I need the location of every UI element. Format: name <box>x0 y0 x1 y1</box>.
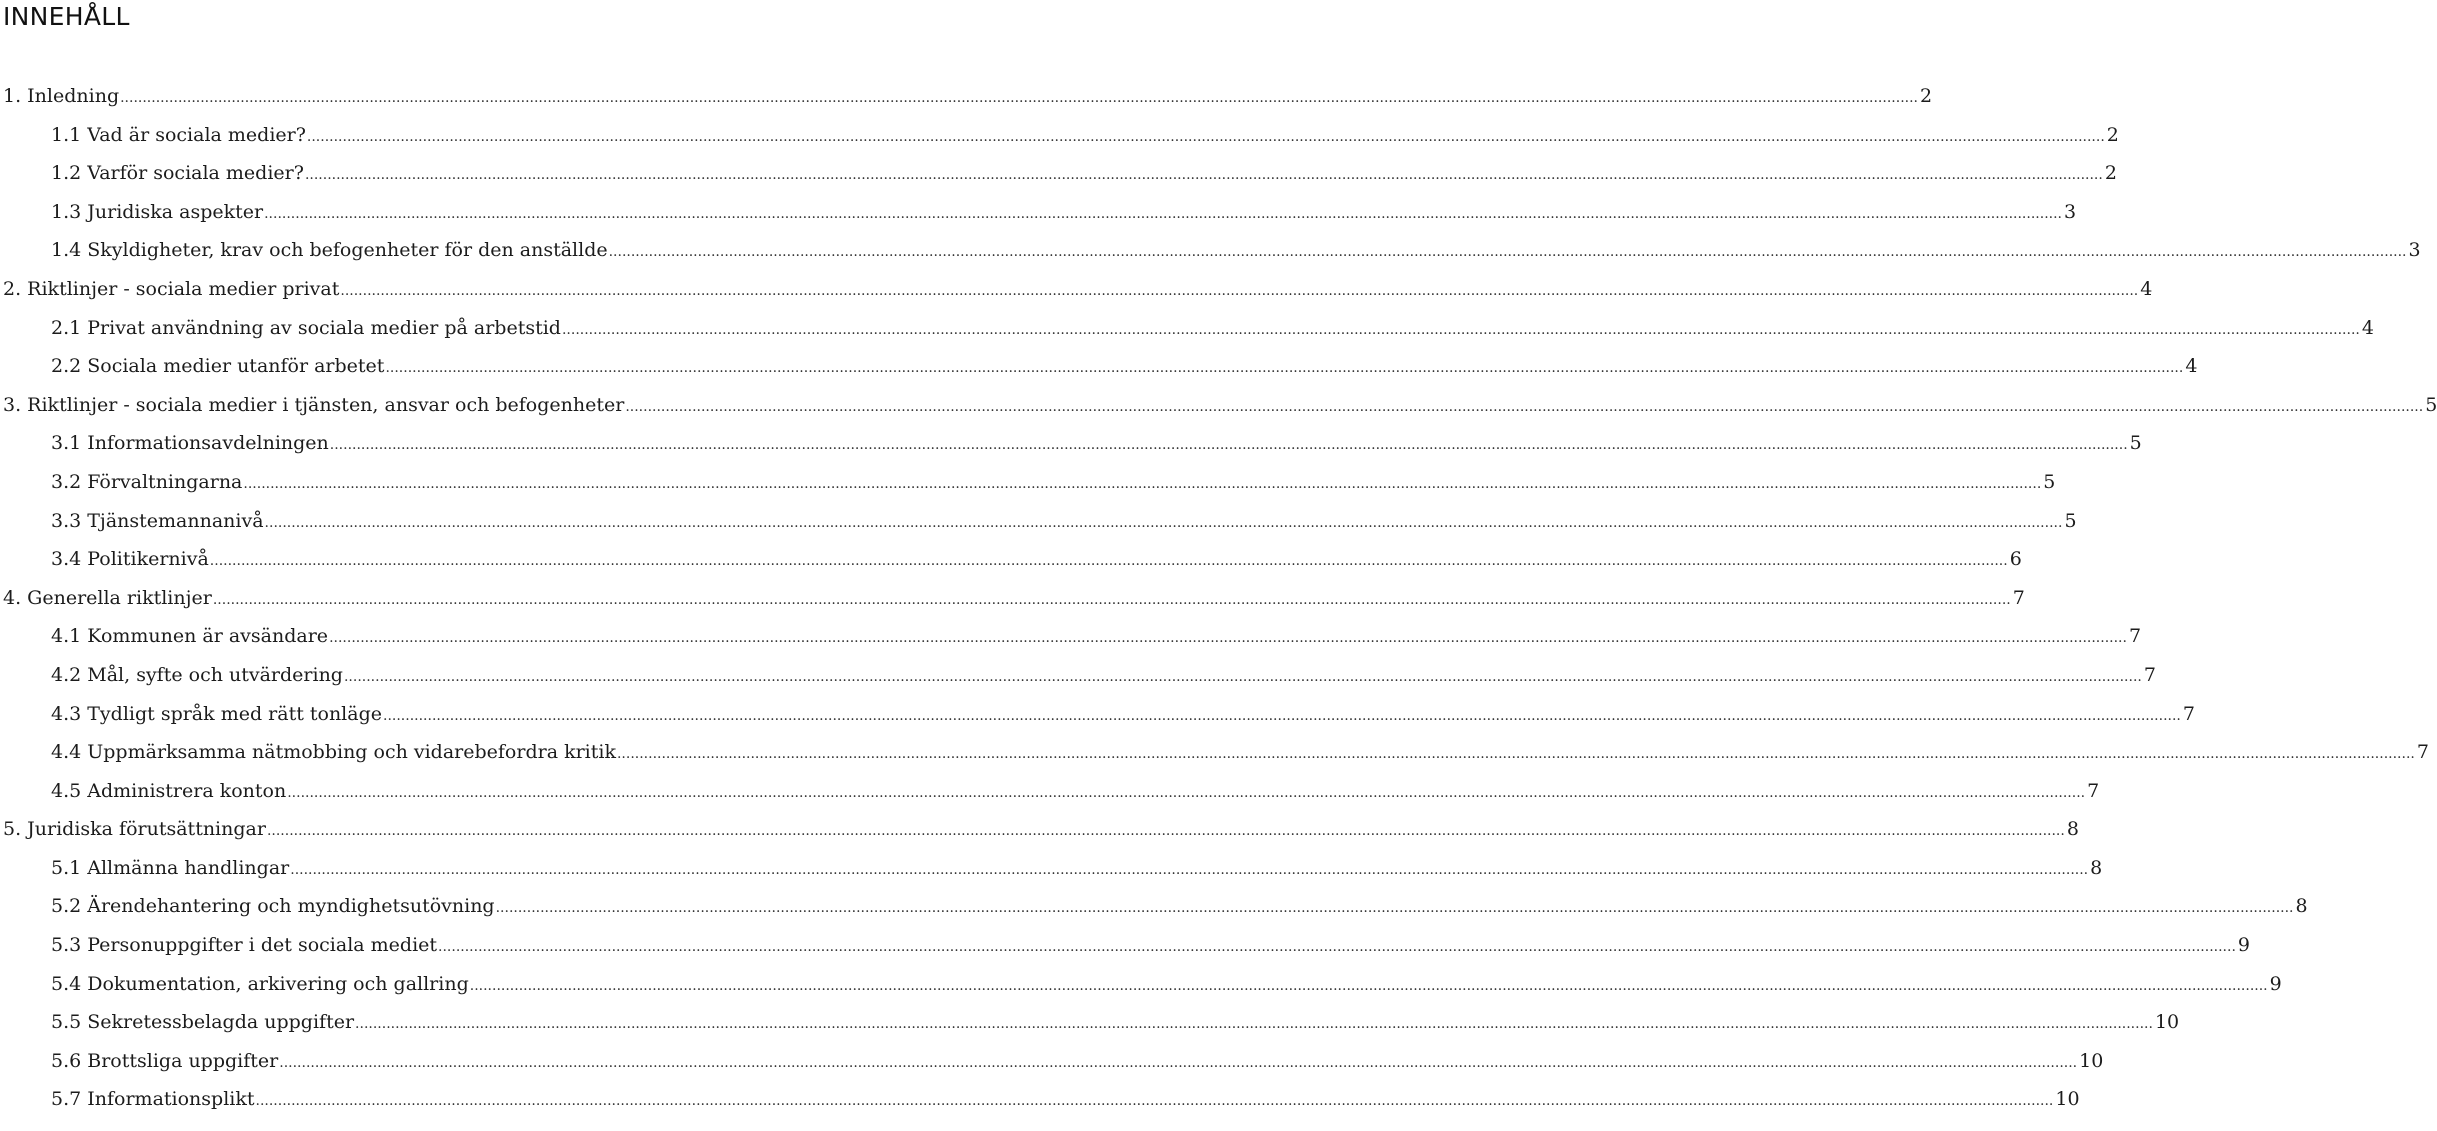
toc-entry-label: 3.3 Tjänstemannanivå <box>51 509 264 532</box>
toc-entry-page-number: 3 <box>2408 239 2421 262</box>
dot-leader <box>213 581 2011 620</box>
dot-leader <box>496 889 2294 928</box>
toc-entry-page-number: 7 <box>2182 702 2195 725</box>
toc-entry-page-number: 7 <box>2012 586 2025 609</box>
dot-leader <box>617 735 2415 774</box>
toc-entry[interactable] <box>0 386 2437 425</box>
toc-entry-label: 3.1 Informationsavdelningen <box>51 432 329 455</box>
toc-entry-page-number: 2 <box>2106 123 2119 146</box>
dot-leader <box>279 1044 2077 1083</box>
toc-entry-label: 3.4 Politikernivå <box>51 548 209 571</box>
dot-leader <box>120 79 1918 118</box>
toc-entry-label: 4.1 Kommunen är avsändare <box>51 625 329 648</box>
toc-entry-label: 4.3 Tydligt språk med rätt tonläge <box>51 702 382 725</box>
toc-entry-label: 5.5 Sekretessbelagda uppgifter <box>51 1011 355 1034</box>
toc-entry[interactable] <box>0 77 1933 116</box>
toc-entry-label: 4.5 Administrera konton <box>51 779 287 802</box>
toc-entry[interactable] <box>0 772 2100 811</box>
toc-entry-label: 5.2 Ärendehantering och myndighetsutövning <box>51 895 495 918</box>
toc-entry-label: 1.4 Skyldigheter, krav och befogenheter för den anställde <box>51 239 608 262</box>
dot-leader <box>265 504 2063 543</box>
toc-entry[interactable] <box>0 926 2251 965</box>
dot-leader <box>383 697 2181 736</box>
dot-leader <box>385 349 2183 388</box>
toc-entry-page-number: 4 <box>2140 277 2153 300</box>
toc-entry-page-number: 5 <box>2043 470 2056 493</box>
toc-entry[interactable] <box>0 193 2077 232</box>
toc-entry-page-number: 4 <box>2185 355 2198 378</box>
toc-entry[interactable] <box>0 887 2308 926</box>
toc-entry-label: 1.3 Juridiska aspekter <box>51 200 264 223</box>
toc-entry-page-number: 8 <box>2295 895 2308 918</box>
dot-leader <box>290 851 2088 890</box>
toc-entry-label: 1.1 Vad är sociala medier? <box>51 123 306 146</box>
dot-leader <box>243 465 2041 504</box>
toc-entry[interactable] <box>0 154 2117 193</box>
toc-entry-label: 5.7 Informationsplikt <box>51 1088 255 1111</box>
dot-leader <box>470 967 2268 1006</box>
table-of-contents <box>0 77 2437 1119</box>
dot-leader <box>256 1082 2054 1121</box>
toc-entry[interactable] <box>0 1080 2080 1119</box>
dot-leader <box>305 156 2103 195</box>
dot-leader <box>210 542 2008 581</box>
toc-entry-label: 4.4 Uppmärksamma nätmobbing och vidarebefordra kritik <box>51 741 616 764</box>
dot-leader <box>267 812 2065 851</box>
toc-entry-page-number: 2 <box>1920 85 1933 107</box>
toc-entry-page-number: 7 <box>2416 741 2429 764</box>
toc-entry[interactable] <box>0 617 2142 656</box>
toc-entry-page-number: 8 <box>2090 856 2103 879</box>
toc-entry-page-number: 7 <box>2087 779 2100 802</box>
dot-leader <box>287 774 2085 813</box>
toc-entry[interactable] <box>0 1003 2180 1042</box>
dot-leader <box>355 1005 2153 1044</box>
toc-entry-page-number: 5 <box>2129 432 2142 455</box>
toc-entry[interactable] <box>0 424 2142 463</box>
toc-entry-label: 5.3 Personuppgifter i det sociala mediet <box>51 934 438 957</box>
toc-entry[interactable] <box>0 1042 2104 1081</box>
toc-entry[interactable] <box>0 463 2056 502</box>
toc-entry[interactable] <box>0 502 2077 541</box>
toc-entry-label: 4.2 Mål, syfte och utvärdering <box>51 663 343 686</box>
toc-entry-page-number: 6 <box>2009 548 2022 571</box>
dot-leader <box>438 928 2236 967</box>
dot-leader <box>329 619 2127 658</box>
toc-entry-label: 2.2 Sociala medier utanför arbetet <box>51 355 385 378</box>
toc-entry[interactable] <box>0 540 2022 579</box>
toc-entry-page-number: 10 <box>2055 1088 2080 1111</box>
toc-entry[interactable] <box>0 270 2153 309</box>
toc-entry-label: 3. Riktlinjer - sociala medier i tjänsten, ansvar och befogenheter <box>3 393 625 416</box>
toc-entry-label: 4. Generella riktlinjer <box>3 586 212 609</box>
toc-entry-page-number: 7 <box>2128 625 2142 648</box>
toc-entry[interactable] <box>0 656 2156 695</box>
toc-entry-page-number: 9 <box>2237 934 2251 957</box>
toc-entry[interactable] <box>0 579 2025 618</box>
toc-entry-label: 5.1 Allmänna handlingar <box>51 856 290 879</box>
toc-entry[interactable] <box>0 695 2195 734</box>
toc-entry[interactable] <box>0 965 2282 1004</box>
toc-entry-page-number: 10 <box>2079 1049 2104 1072</box>
dot-leader <box>330 426 2128 465</box>
toc-entry[interactable] <box>0 231 2421 270</box>
toc-entry-page-number: 3 <box>2064 200 2077 223</box>
dot-leader <box>625 388 2423 427</box>
toc-entry-label: 5.6 Brottsliga uppgifter <box>51 1049 279 1072</box>
toc-entry[interactable] <box>0 733 2429 772</box>
dot-leader <box>307 118 2105 157</box>
dot-leader <box>264 195 2062 234</box>
toc-entry-page-number: 9 <box>2269 972 2282 995</box>
toc-entry-label: 3.2 Förvaltningarna <box>51 470 243 493</box>
toc-entry-page-number: 5 <box>2425 393 2437 416</box>
toc-entry-page-number: 10 <box>2154 1011 2180 1034</box>
dot-leader <box>344 658 2142 697</box>
toc-entry[interactable] <box>0 116 2119 155</box>
toc-entry-page-number: 2 <box>2104 162 2117 185</box>
toc-entry-label: 1.2 Varför sociala medier? <box>51 162 304 185</box>
toc-entry-page-number: 4 <box>2361 316 2374 339</box>
toc-entry-label: 2.1 Privat användning av sociala medier på arbetstid <box>51 316 561 339</box>
toc-entry-label: 1. Inledning <box>3 85 120 107</box>
dot-leader <box>562 311 2360 350</box>
toc-entry-page-number: 5 <box>2064 509 2077 532</box>
toc-entry-page-number: 8 <box>2066 818 2079 841</box>
toc-heading: INNEHÅLL <box>3 2 130 31</box>
toc-entry[interactable] <box>0 810 2079 849</box>
toc-entry-label: 5. Juridiska förutsättningar <box>3 818 266 841</box>
toc-entry[interactable] <box>0 347 2198 386</box>
toc-entry-page-number: 7 <box>2143 663 2156 686</box>
dot-leader <box>340 272 2138 311</box>
toc-entry-label: 2. Riktlinjer - sociala medier privat <box>3 277 340 300</box>
toc-entry[interactable] <box>0 849 2103 888</box>
toc-entry[interactable] <box>0 309 2374 348</box>
dot-leader <box>609 233 2407 272</box>
toc-entry-label: 5.4 Dokumentation, arkivering och gallring <box>51 972 469 995</box>
